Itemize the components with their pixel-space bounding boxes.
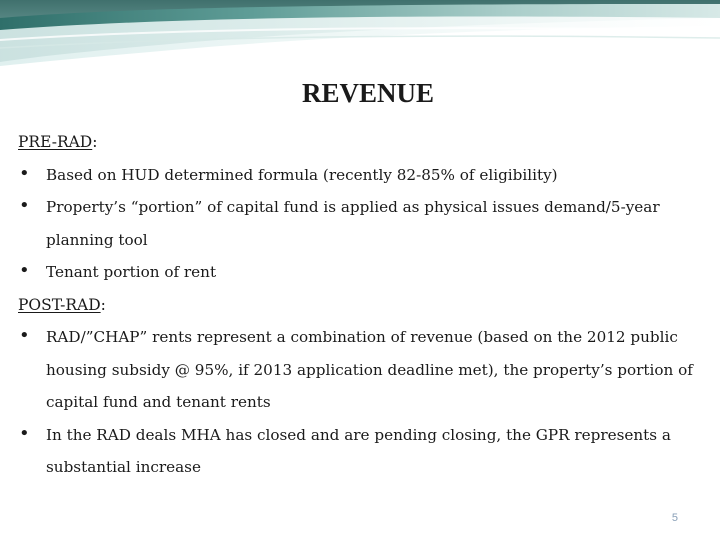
section-heading-colon: :: [100, 295, 106, 314]
bullet-item: [18, 159, 708, 192]
section-heading-colon: :: [92, 133, 98, 151]
bullet-icon: •: [19, 260, 30, 281]
bullet-list-pre-rad: [18, 159, 708, 289]
slide-title: REVENUE: [301, 78, 435, 108]
bullet-icon: •: [19, 325, 30, 346]
bullet-item: [18, 256, 708, 289]
bullet-text: In the RAD deals MHA has closed and are pending closing, the GPR represents a substantial increase: [46, 425, 671, 476]
bullet-text: Based on HUD determined formula (recently 82-85% of eligibility): [46, 165, 558, 184]
bullet-item: [18, 321, 708, 419]
bullet-icon: •: [19, 422, 30, 444]
section-heading-text: PRE-RAD: [18, 133, 93, 151]
section-heading-post-rad: [18, 289, 708, 322]
page-number: 5: [671, 512, 678, 524]
bullet-list-post-rad: [18, 321, 708, 484]
section-heading-text: POST-RAD: [18, 295, 101, 314]
bullet-text: RAD/”CHAP” rents represent a combination of revenue (based on the 2012 public housing subsidy @ 95%, if 2013 application deadline met), the property’s portion of capital fund and tenant rents: [46, 328, 693, 411]
bullet-icon: •: [19, 195, 30, 216]
bullet-text: Tenant portion of rent: [46, 263, 217, 281]
slide-content: [18, 126, 708, 484]
bullet-icon: •: [19, 162, 30, 184]
bullet-item: [18, 419, 708, 484]
header-banner-graphic: [0, 0, 720, 70]
bullet-text: Property’s “portion” of capital fund is applied as physical issues demand/5-year planning tool: [46, 198, 660, 249]
bullet-item: [18, 191, 708, 256]
section-heading-pre-rad: [18, 126, 708, 159]
